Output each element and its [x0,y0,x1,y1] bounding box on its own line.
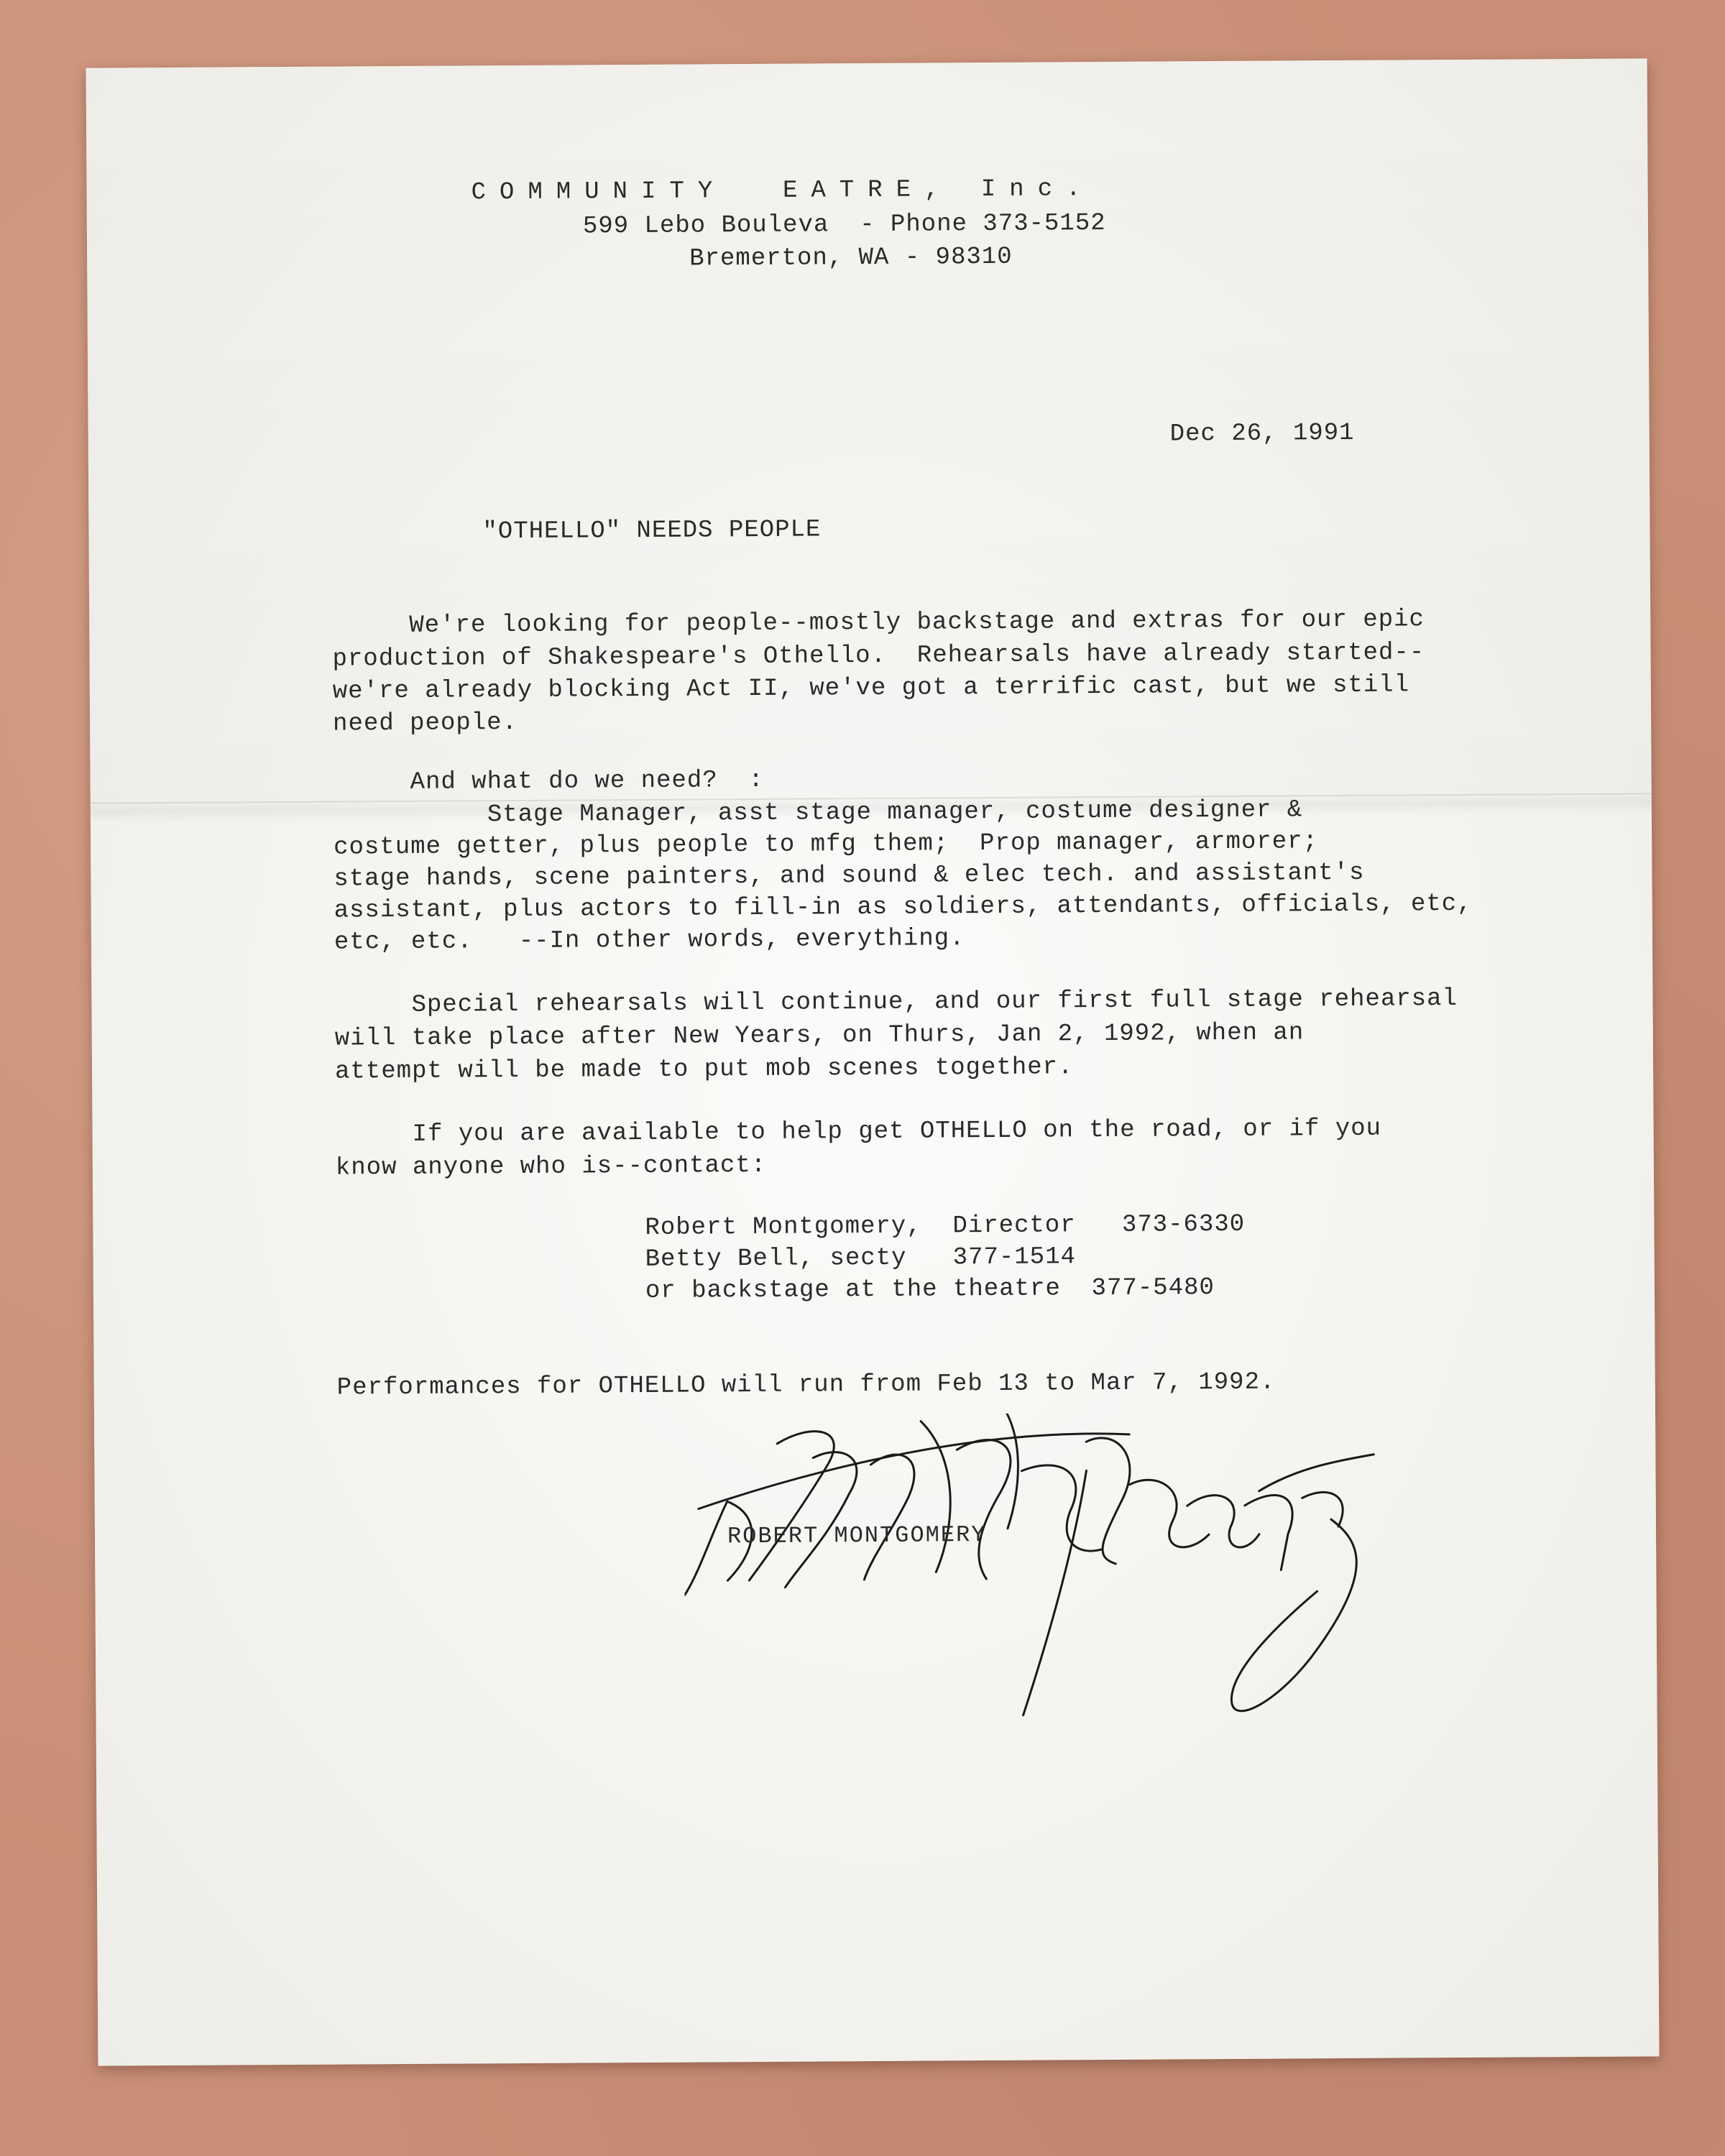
paragraph-line: attempt will be made to put mob scenes together. [334,1054,1074,1086]
paragraph-line: Stage Manager, asst stage manager, costume designer & [333,796,1303,830]
contact-line: Betty Bell, secty 377-1514 [645,1243,1077,1273]
paragraph-line: know anyone who is--contact: [335,1151,767,1182]
paragraph-line: will take place after New Years, on Thurs, Jan 2, 1992, when an [334,1019,1305,1053]
letter-title: "OTHELLO" NEEDS PEOPLE [482,516,822,546]
paragraph-line: etc, etc. --In other words, everything. [334,925,965,957]
paragraph-line: production of Shakespeare's Othello. Rehearsals have already started-- [332,639,1425,673]
paragraph-line: And what do we need? : [333,766,765,797]
paragraph-line: assistant, plus actors to fill-in as soldiers, attendants, officials, etc, [334,890,1473,925]
performances-line: Performances for OTHELLO will run from Feb 13 to Mar 7, 1992. [336,1368,1276,1402]
letterhead-city: Bremerton, WA - 98310 [689,243,1013,273]
contact-line: Robert Montgomery, Director 373-6330 [645,1210,1246,1242]
paragraph-line: costume getter, plus people to mfg them; Prop manager, armorer; [334,828,1319,862]
letterhead-address: 599 Lebo Bouleva - Phone 373-5152 [582,209,1106,241]
contact-line: or backstage at the theatre 377-5480 [645,1274,1215,1305]
letter-date: Dec 26, 1991 [1169,419,1355,448]
paragraph-line: stage hands, scene painters, and sound & elec tech. and assistant's [334,859,1365,893]
paragraph-line: Special rehearsals will continue, and our first full stage rehearsal [334,985,1458,1020]
paragraph-line: If you are available to help get OTHELLO on the road, or if you [335,1115,1382,1149]
signature-typed-name: ROBERT MONTGOMERY [727,1521,987,1550]
paragraph-line: We're looking for people--mostly backstage and extras for our epic [332,606,1425,640]
paragraph-line: need people. [332,709,518,738]
handwritten-signature [684,1411,1491,1754]
paragraph-line: we're already blocking Act II, we've got a terrific cast, but we still [332,671,1410,706]
letterhead-organization: COMMUNITY EATRE, Inc. [471,175,1095,207]
letter-page [86,58,1660,2065]
